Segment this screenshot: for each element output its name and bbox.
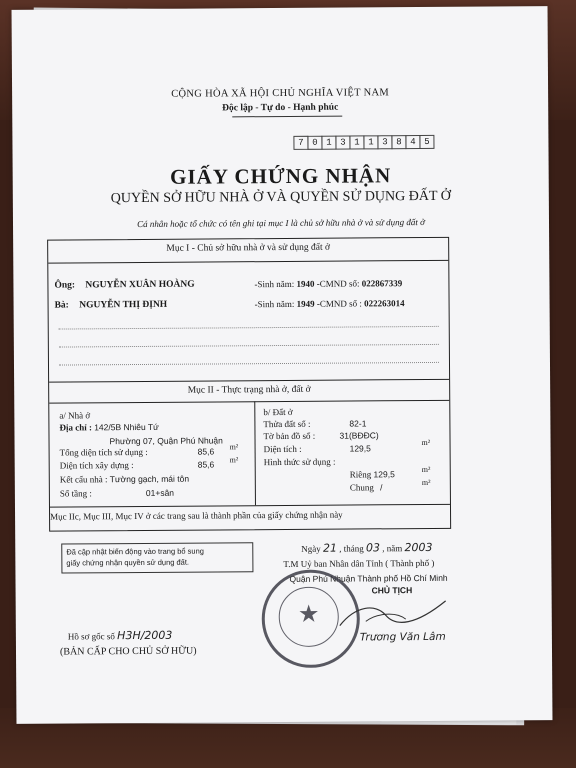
birth-label: -Sinh năm: [254, 298, 295, 310]
owner-prefix: Ông: [54, 280, 76, 291]
certificate-page [12, 6, 553, 724]
birth-year: 1949 [296, 298, 315, 309]
address-line1: 142/5B Nhiêu Tứ [94, 421, 159, 433]
plot-label: Thửa đất số : [263, 418, 311, 430]
floor-area-value: 85,6 [197, 446, 215, 457]
authority-line2: Quận Phú Nhuận Thành phố Hồ Chí Minh [289, 572, 448, 584]
stamp-line1: Đã cập nhật biến động vào trang bổ sung [66, 546, 204, 557]
build-area-value: 85,6 [197, 459, 215, 470]
serial-digit: 3 [335, 136, 350, 150]
unit: m² [421, 464, 431, 475]
signature [336, 595, 456, 636]
divider [49, 400, 449, 404]
file-value: H3H/2003 [117, 628, 173, 643]
motto-underline [232, 116, 342, 118]
owner-prefix: Bà: [54, 300, 69, 311]
shared-value: / [380, 482, 383, 493]
serial-digit: 5 [419, 135, 434, 149]
id-number: 022867339 [361, 278, 403, 289]
authority-line1: T.M Uỷ ban Nhân dân Tỉnh ( Thành phố ) [283, 557, 435, 569]
date-month: 03 [365, 541, 381, 555]
star-icon: ★ [297, 601, 320, 628]
serial-digit: 3 [377, 135, 392, 149]
divider [48, 260, 448, 264]
date-prefix: Ngày [301, 543, 321, 554]
private-usage [350, 469, 395, 479]
birth-label: -Sinh năm: [254, 278, 295, 290]
footer-note: Mục IIc, Mục III, Mục IV ở các trang sau là thành phần của giấy chứng nhận này [50, 509, 343, 522]
floors-label: Số tầng : [59, 488, 92, 499]
build-area-label: Diện tích xây dựng : [59, 460, 134, 471]
serial-digit: 0 [307, 136, 322, 150]
serial-digit: 1 [349, 135, 364, 149]
owner-row [54, 280, 194, 291]
floor-area-label: Tổng diện tích sử dụng : [59, 446, 148, 458]
blank-line [59, 344, 439, 348]
structure-value: Tường gạch, mái tôn [109, 473, 190, 485]
month-label: , tháng [339, 543, 364, 554]
serial-digit: 1 [363, 135, 378, 149]
file-number [68, 629, 173, 643]
certificate-title: GIẤY CHỨNG NHẬN [170, 163, 392, 189]
certificate-intro: Cá nhân hoặc tổ chức có tên ghi tại mục I là chủ sở hữu nhà ở và sử dụng đất ở [137, 216, 425, 230]
divider [50, 504, 450, 508]
owner-name: NGUYỄN THỊ ĐỊNH [79, 299, 168, 311]
signer-name: Trương Văn Lâm [359, 630, 446, 644]
date-day: 21 [322, 541, 338, 555]
shared-label: Chung [349, 482, 374, 493]
serial-digit: 4 [405, 135, 420, 149]
unit: m² [229, 455, 239, 465]
column-divider [254, 401, 256, 505]
shared-usage [350, 482, 383, 492]
national-motto: Độc lập - Tự do - Hạnh phúc [222, 102, 339, 114]
serial-number [294, 135, 434, 150]
country-name: CỘNG HÒA XÃ HỘI CHỦ NGHĨA VIỆT NAM [171, 87, 390, 100]
area-value: 129,5 [349, 443, 371, 454]
usage-label: Hình thức sử dụng : [263, 456, 336, 468]
serial-digit: 1 [321, 136, 336, 150]
update-stamp [61, 542, 253, 573]
certificate-subtitle: QUYỀN SỞ HỮU NHÀ Ở VÀ QUYỀN SỬ DỤNG ĐẤT Ở [110, 188, 451, 207]
birth-year: 1940 [296, 278, 315, 289]
copy-note: (BẢN CẤP CHO CHỦ SỞ HỮU) [59, 645, 197, 658]
private-label: Riêng [349, 469, 372, 480]
address-line2: Phường 07, Quận Phú Nhuận [109, 435, 223, 447]
id-number: 022263014 [364, 298, 405, 309]
id-label: -CMND số: [316, 278, 360, 289]
blank-line [59, 362, 439, 366]
plot-value: 82-1 [349, 418, 367, 429]
seal-emblem [279, 587, 339, 647]
map-label: Tờ bản đồ số : [263, 430, 316, 442]
address-label: Địa chỉ : [59, 422, 92, 433]
owner-details [255, 298, 405, 309]
unit: m² [421, 477, 431, 488]
year-label: , năm [382, 543, 403, 554]
divider [49, 379, 449, 383]
serial-digit: 7 [293, 136, 308, 150]
file-label: Hồ sơ gốc số [67, 631, 115, 642]
stamp-line2: giấy chứng nhận quyền sử dụng đất. [66, 557, 190, 568]
floors-value: 01+sân [145, 487, 175, 498]
section2-title: Mục II - Thực trạng nhà ở, đất ở [187, 384, 311, 396]
section1-title: Mục I - Chủ sở hữu nhà ở và sử dụng đất ở [166, 242, 331, 254]
land-heading: b/ Đất ở [263, 406, 293, 418]
private-value: 129,5 [373, 469, 395, 480]
unit: m² [229, 442, 239, 452]
date-year: 2003 [404, 540, 433, 555]
owner-details [254, 278, 402, 289]
owner-row [55, 300, 168, 311]
map-value: 31(BĐĐC) [339, 430, 379, 441]
house-address [59, 422, 158, 433]
signing-date [301, 541, 432, 555]
area-label: Diện tích : [263, 443, 302, 455]
id-label: -CMND số : [316, 298, 362, 309]
structure [60, 474, 189, 485]
unit: m² [421, 437, 431, 448]
position-title: CHỦ TỊCH [371, 585, 413, 596]
serial-digit: 8 [391, 135, 406, 149]
certificate-frame [47, 237, 451, 532]
blank-line [59, 326, 439, 330]
house-heading: a/ Nhà ở [59, 410, 91, 421]
structure-label: Kết cấu nhà : [59, 474, 108, 485]
owner-name: NGUYỄN XUÂN HOÀNG [85, 279, 195, 291]
